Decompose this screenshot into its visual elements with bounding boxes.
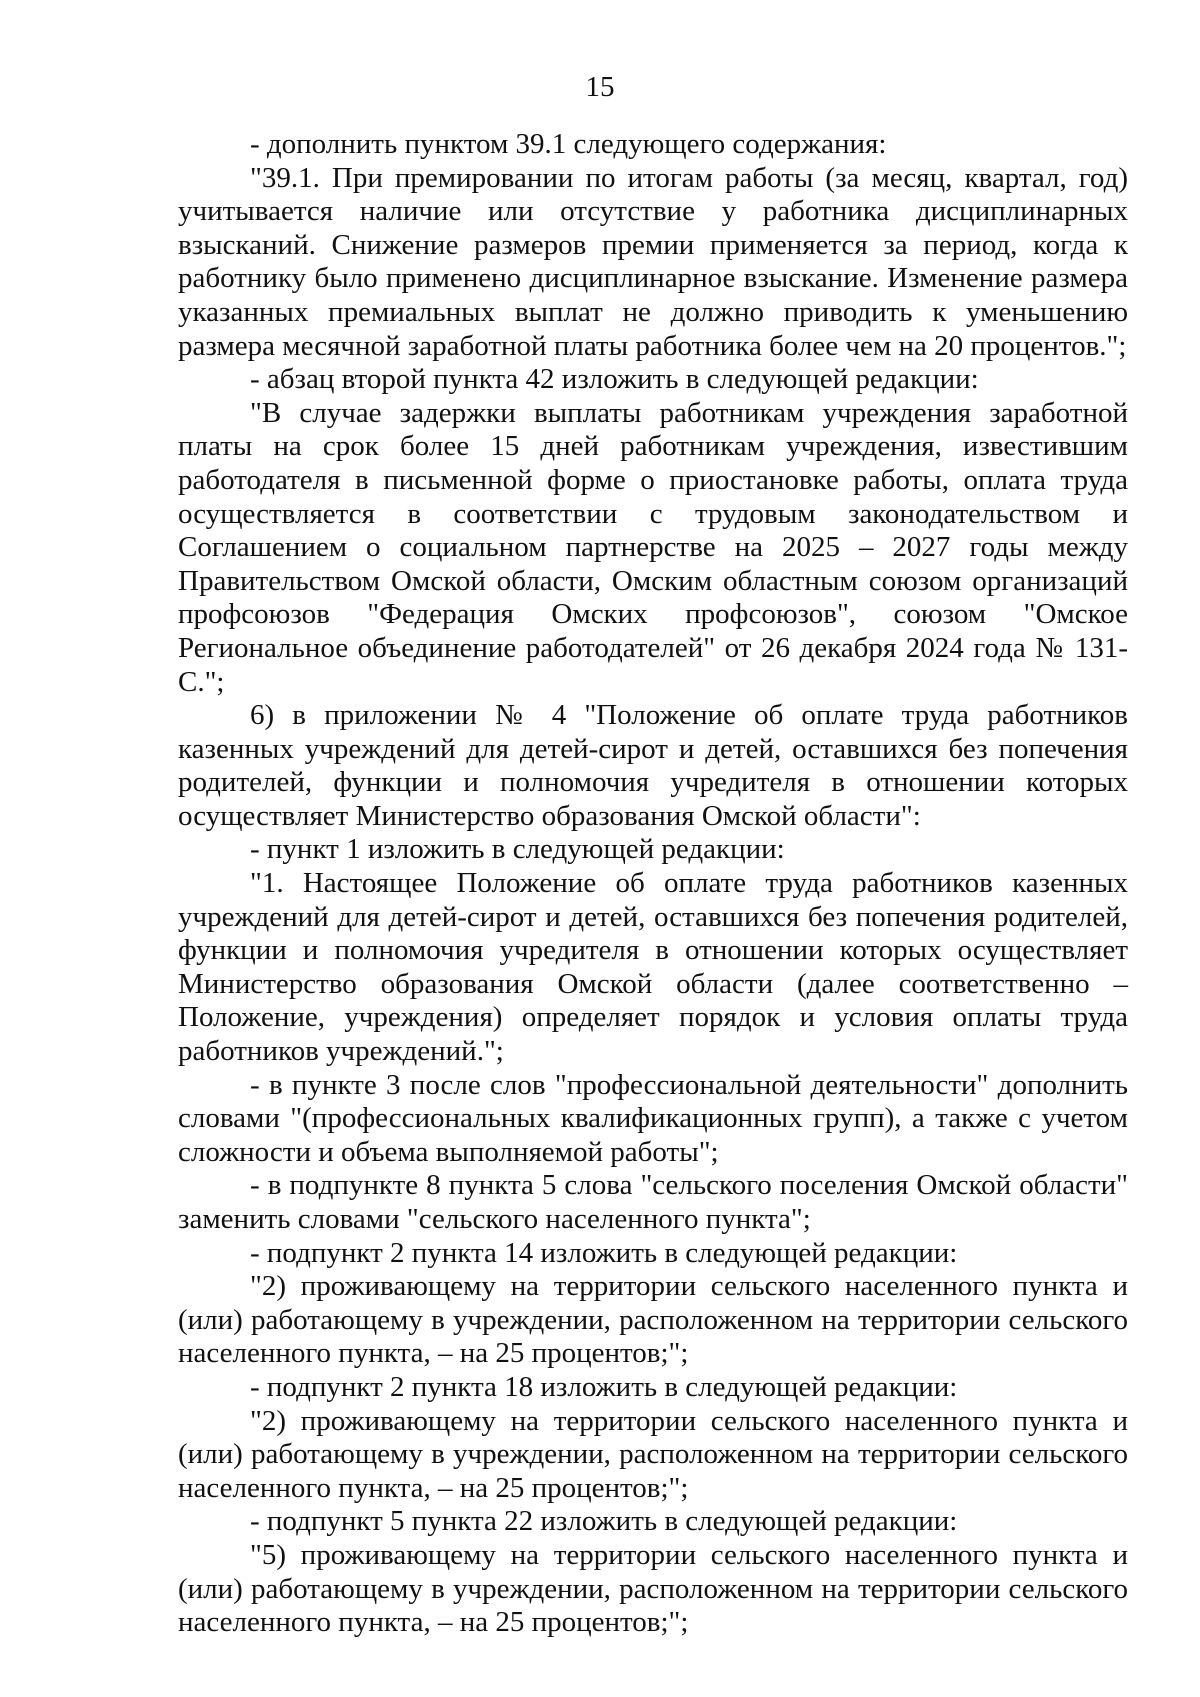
paragraph-item-22-intro: - подпункт 5 пункта 22 изложить в следующей редакции:: [250, 1505, 958, 1538]
paragraph-add-item-39-1: - дополнить пунктом 39.1 следующего содержания:: [250, 128, 887, 160]
paragraph-item-22-text: "5) проживающему на территории сельского населенного пункта и (или) работающему в учреждении, расположенном на территории сельского населенного пункта, – на 25 процентов;";: [178, 1538, 1128, 1639]
paragraph-item-42-text: "В случае задержки выплаты работникам учреждения заработной платы на срок более 15 дней работникам учреждения, известившим работодателя в письменной форме о приостановке работы, оплата труда осуществляется в соответствии с трудовым законодательством и Соглашением о социальном партнерстве на 2025 – 2027 годы между Правительством Омской области, Омским областным союзом организаций профсоюзов "Федерация Омских профсоюзов", союзом "Омское Региональное объединение работодателей" от 26 декабря 2024 года № 131-С.";: [178, 396, 1128, 698]
page-number: 15: [585, 71, 615, 103]
document-body: [178, 128, 1128, 1640]
paragraph-item-1-intro: - пункт 1 изложить в следующей редакции:: [250, 833, 785, 866]
paragraph-item-39-1-text: "39.1. При премировании по итогам работы (за месяц, квартал, год) учитывается наличие или отсутствие у работника дисциплинарных взысканий. Снижение размеров премии применяется за период, когда к работнику было применено дисциплинарное взыскание. Изменение размера указанных премиальных выплат не должно приводить к уменьшению размера месячной заработной платы работника более чем на 20 процентов.";: [178, 161, 1128, 362]
paragraph-item-5-amendment: - в подпункте 8 пункта 5 слова "сельского поселения Омской области" заменить словами "сельского населенного пункта";: [178, 1169, 1128, 1235]
paragraph-item-3-amendment: - в пункте 3 после слов "профессиональной деятельности" дополнить словами "(профессиональных квалификационных групп), а также с учетом сложности и объема выполняемой работы";: [178, 1068, 1128, 1168]
paragraph-appendix-4: 6) в приложении № 4 "Положение об оплате труда работников казенных учреждений для детей-сирот и детей, оставшихся без попечения родителей, функции и полномочия учредителя в отношении которых осуществляет Министерство образования Омской области":: [178, 699, 1128, 832]
paragraph-item-1-text: "1. Настоящее Положение об оплате труда работников казенных учреждений для детей-сирот и детей, оставшихся без попечения родителей, функции и полномочия учредителя в отношении которых осуществляет Министерство образования Омской области (далее соответственно – Положение, учреждения) определяет порядок и условия оплаты труда работников учреждений.";: [178, 867, 1128, 1068]
paragraph-item-14-intro: - подпункт 2 пункта 14 изложить в следующей редакции:: [250, 1236, 958, 1269]
paragraph-item-14-text: "2) проживающему на территории сельского населенного пункта и (или) работающему в учреждении, расположенном на территории сельского населенного пункта, – на 25 процентов;";: [178, 1270, 1128, 1370]
paragraph-item-18-intro: - подпункт 2 пункта 18 изложить в следующей редакции:: [250, 1370, 958, 1403]
paragraph-item-42-intro: - абзац второй пункта 42 изложить в следующей редакции:: [250, 363, 979, 396]
paragraph-item-18-text: "2) проживающему на территории сельского населенного пункта и (или) работающему в учреждении, расположенном на территории сельского населенного пункта, – на 25 процентов;";: [178, 1404, 1128, 1504]
